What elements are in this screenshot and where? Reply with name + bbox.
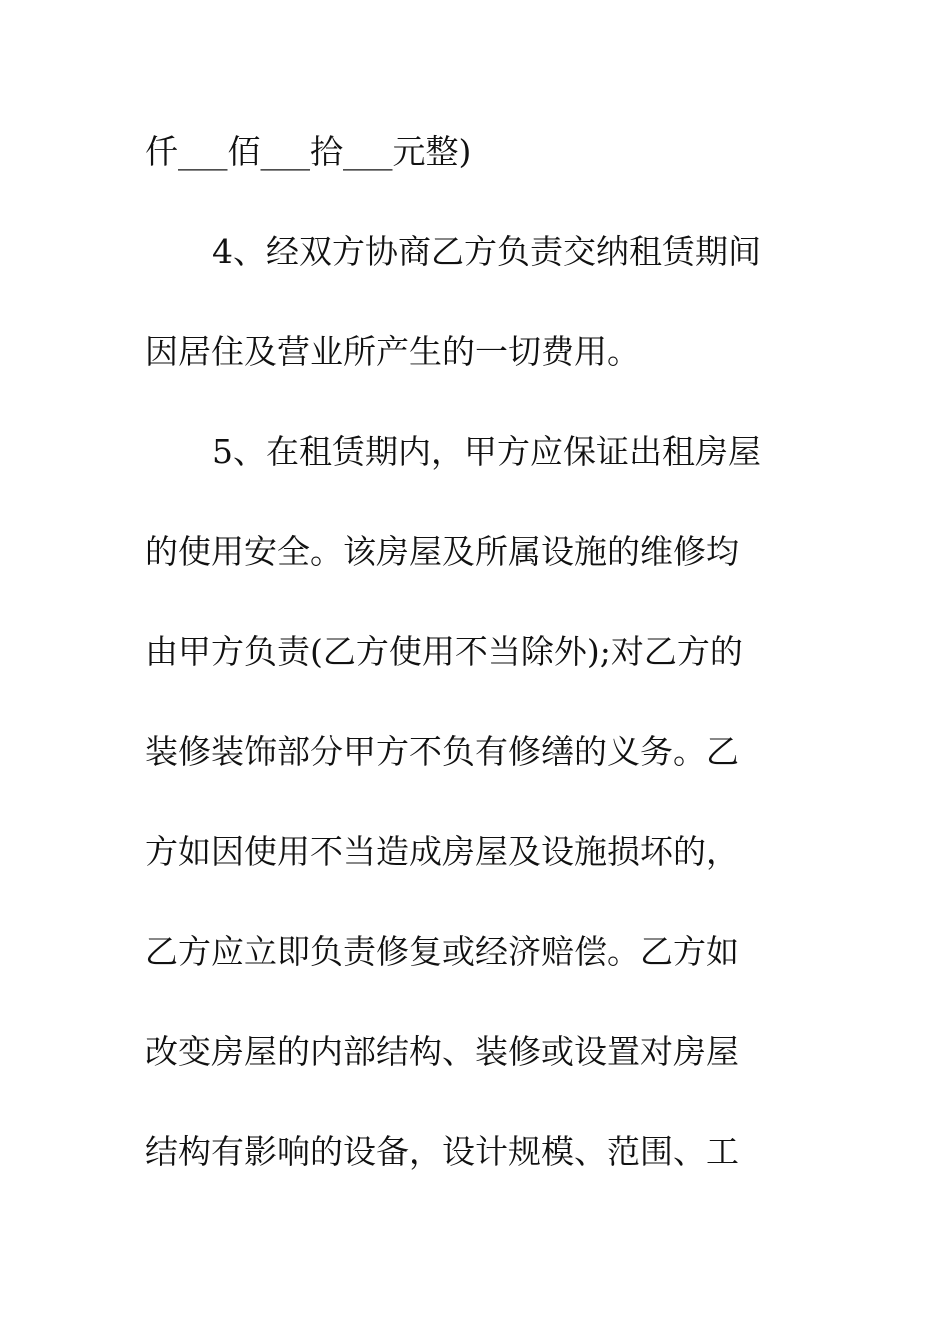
clause-5-line-6: 乙方应立即负责修复或经济赔偿。乙方如 bbox=[145, 932, 739, 971]
text-line-amount: 仟___佰___拾___元整) bbox=[145, 132, 472, 171]
clause-5-line-1: 5、在租赁期内，甲方应保证出租房屋 bbox=[212, 432, 761, 471]
clause-5-line-5: 方如因使用不当造成房屋及设施损坏的， bbox=[145, 832, 739, 871]
clause-4-line-1: 4、经双方协商乙方负责交纳租赁期间 bbox=[212, 232, 761, 271]
clause-5-line-4: 装修装饰部分甲方不负有修缮的义务。乙 bbox=[145, 732, 739, 771]
clause-5-line-2: 的使用安全。该房屋及所属设施的维修均 bbox=[145, 532, 739, 571]
clause-5-line-8: 结构有影响的设备，设计规模、范围、工 bbox=[145, 1132, 739, 1171]
clause-5-line-7: 改变房屋的内部结构、装修或设置对房屋 bbox=[145, 1032, 739, 1071]
clause-5-line-3: 由甲方负责(乙方使用不当除外);对乙方的 bbox=[145, 632, 743, 671]
clause-4-line-2: 因居住及营业所产生的一切费用。 bbox=[145, 332, 640, 371]
